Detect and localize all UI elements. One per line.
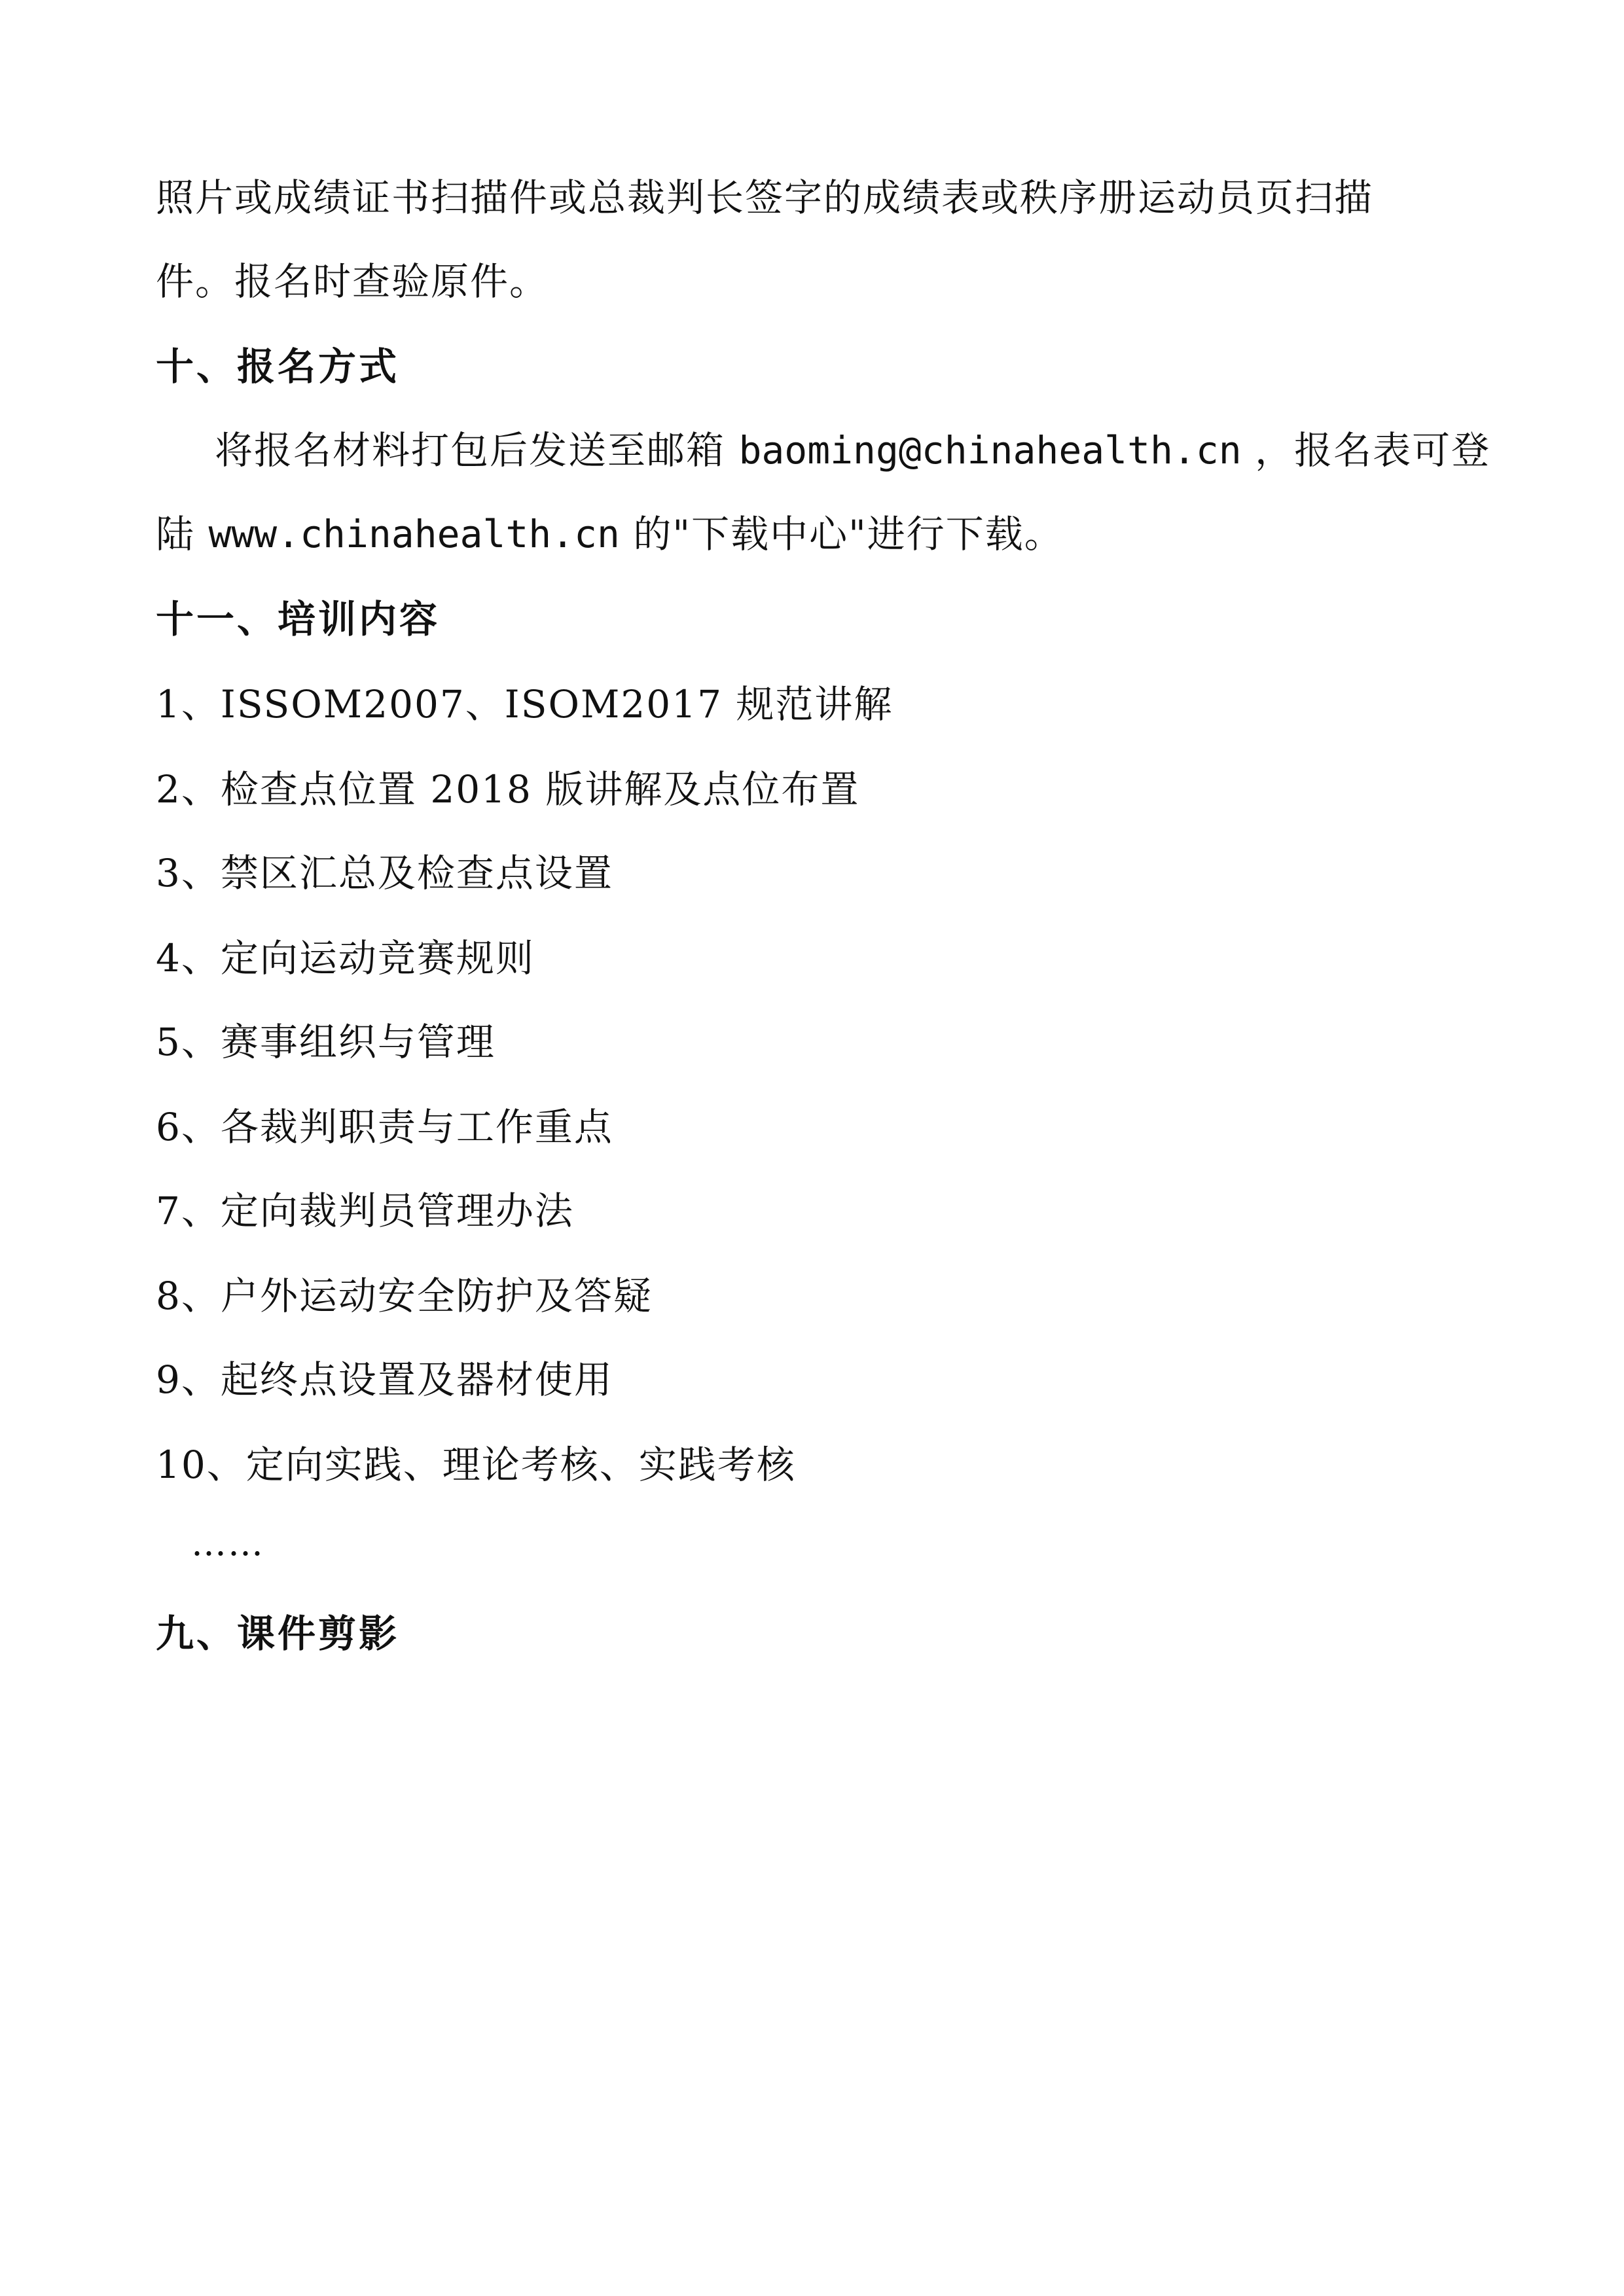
section-10-heading: 十、报名方式 [156, 344, 400, 389]
email-suffix-text: ，报名表可登 [1241, 428, 1491, 473]
website-prefix-text: 陆 [156, 512, 209, 556]
list-item: 3、禁区汇总及检查点设置 [156, 851, 613, 895]
list-item: 5、赛事组织与管理 [156, 1020, 496, 1064]
list-item: 10、定向实践、理论考核、实践考核 [156, 1443, 796, 1487]
list-item: 2、检查点位置 2018 版讲解及点位布置 [156, 767, 860, 812]
intro-line-2: 件。报名时查验原件。 [156, 259, 549, 304]
list-item: 9、起终点设置及器材使用 [156, 1357, 613, 1402]
section-10-paragraph-line-1 [215, 424, 1490, 476]
website-url: www.chinahealth.cn [208, 512, 620, 556]
list-item: 7、定向裁判员管理办法 [156, 1189, 574, 1233]
list-ellipsis: …… [191, 1522, 264, 1564]
section-9-heading: 九、课件剪影 [156, 1611, 400, 1656]
list-item: 1、ISSOM2007、ISOM2017 规范讲解 [156, 682, 893, 726]
list-item: 6、各裁判职责与工作重点 [156, 1105, 613, 1149]
list-item: 4、定向运动竞赛规则 [156, 936, 535, 980]
intro-line-1: 照片或成绩证书扫描件或总裁判长签字的成绩表或秩序册运动员页扫描 [156, 175, 1374, 220]
email-prefix-text: 将报名材料打包后发送至邮箱 [215, 428, 739, 473]
section-11-heading: 十一、培训内容 [156, 597, 441, 641]
list-item: 8、户外运动安全防护及答疑 [156, 1274, 653, 1318]
website-suffix-text: 的"下载中心"进行下载。 [619, 512, 1064, 556]
email-address: baoming@chinahealth.cn [738, 428, 1242, 473]
section-10-paragraph-line-2 [156, 508, 1064, 560]
